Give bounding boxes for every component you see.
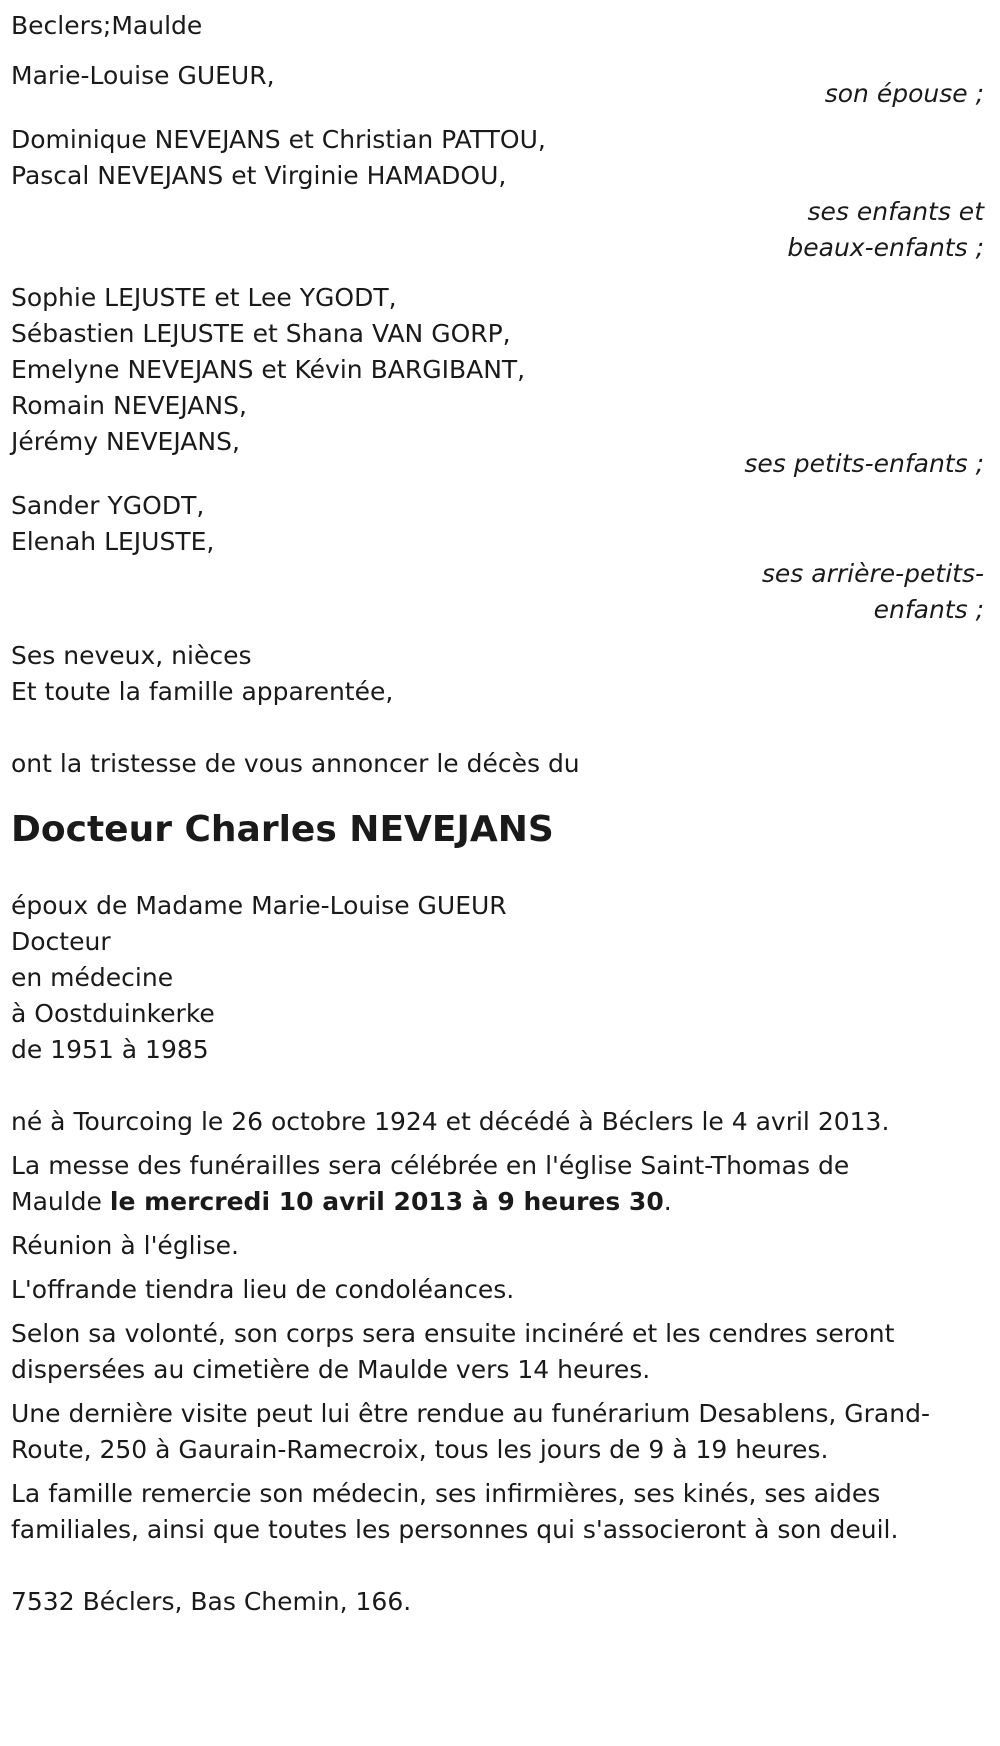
- birth-death: né à Tourcoing le 26 octobre 1924 et décédé à Béclers le 4 avril 2013.: [11, 1107, 890, 1136]
- cremation-line: Selon sa volonté, son corps sera ensuite incinéré et les cendres seront: [11, 1319, 895, 1348]
- deceased-detail: à Oostduinkerke: [11, 999, 215, 1028]
- visit-info: [11, 1394, 988, 1470]
- visit-line: Route, 250 à Gaurain-Ramecroix, tous les jours de 9 à 19 heures.: [11, 1435, 829, 1464]
- extended-family-line: Et toute la famille apparentée,: [11, 677, 394, 706]
- family-member: Pascal NEVEJANS et Virginie HAMADOU,: [11, 161, 507, 190]
- family-group-spouse: [11, 56, 988, 114]
- funeral-datetime: le mercredi 10 avril 2013 à 9 heures 30: [109, 1187, 664, 1216]
- family-member: Dominique NEVEJANS et Christian PATTOU,: [11, 125, 546, 154]
- thanks-info: [11, 1474, 988, 1550]
- family-group-great-grandchildren: [11, 486, 988, 630]
- extended-family: [11, 636, 988, 712]
- family-member: Emelyne NEVEJANS et Kévin BARGIBANT,: [11, 355, 526, 384]
- thanks-line: familiales, ainsi que toutes les personnes qui s'associeront à son deuil.: [11, 1515, 899, 1544]
- meeting-info: Réunion à l'église.: [11, 1231, 239, 1260]
- funeral-place: Maulde: [11, 1187, 110, 1216]
- funeral-line: La messe des funérailles sera célébrée en l'église Saint-Thomas de: [11, 1151, 850, 1180]
- deceased-detail: époux de Madame Marie-Louise GUEUR: [11, 891, 507, 920]
- relation-label: son épouse ;: [824, 79, 984, 108]
- announcement: ont la tristesse de vous annoncer le décès du: [11, 749, 580, 778]
- deceased-details: [11, 886, 988, 1070]
- relation-label: enfants ;: [873, 595, 984, 624]
- deceased-detail: de 1951 à 1985: [11, 1035, 209, 1064]
- offering-info: L'offrande tiendra lieu de condoléances.: [11, 1275, 515, 1304]
- family-member: Sébastien LEJUSTE et Shana VAN GORP,: [11, 319, 511, 348]
- relation-label: beaux-enfants ;: [787, 233, 984, 262]
- family-group-children: [11, 120, 988, 268]
- cremation-info: [11, 1314, 988, 1390]
- extended-family-line: Ses neveux, nièces: [11, 641, 252, 670]
- family-address: 7532 Béclers, Bas Chemin, 166.: [11, 1587, 412, 1616]
- deceased-detail: Docteur: [11, 927, 111, 956]
- relation-label: ses arrière-petits-: [761, 559, 984, 588]
- family-member: Elenah LEJUSTE,: [11, 527, 215, 556]
- family-member: Jérémy NEVEJANS,: [11, 427, 240, 456]
- thanks-line: La famille remercie son médecin, ses infirmières, ses kinés, ses aides: [11, 1479, 881, 1508]
- deceased-name: Docteur Charles NEVEJANS: [11, 809, 554, 850]
- family-member: Sander YGODT,: [11, 491, 205, 520]
- family-member: Marie-Louise GUEUR,: [11, 61, 275, 90]
- visit-line: Une dernière visite peut lui être rendue au funérarium Desablens, Grand-: [11, 1399, 930, 1428]
- family-member: Romain NEVEJANS,: [11, 391, 247, 420]
- funeral-line: [11, 1182, 988, 1222]
- funeral-period: .: [663, 1187, 672, 1216]
- relation-label: ses petits-enfants ;: [744, 449, 984, 478]
- deceased-detail: en médecine: [11, 963, 174, 992]
- family-group-grandchildren: [11, 278, 988, 484]
- cremation-line: dispersées au cimetière de Maulde vers 14 heures.: [11, 1355, 651, 1384]
- header-place: Beclers;Maulde: [11, 11, 203, 40]
- relation-label: ses enfants et: [807, 197, 984, 226]
- funeral-info: [11, 1146, 988, 1222]
- family-member: Sophie LEJUSTE et Lee YGODT,: [11, 283, 397, 312]
